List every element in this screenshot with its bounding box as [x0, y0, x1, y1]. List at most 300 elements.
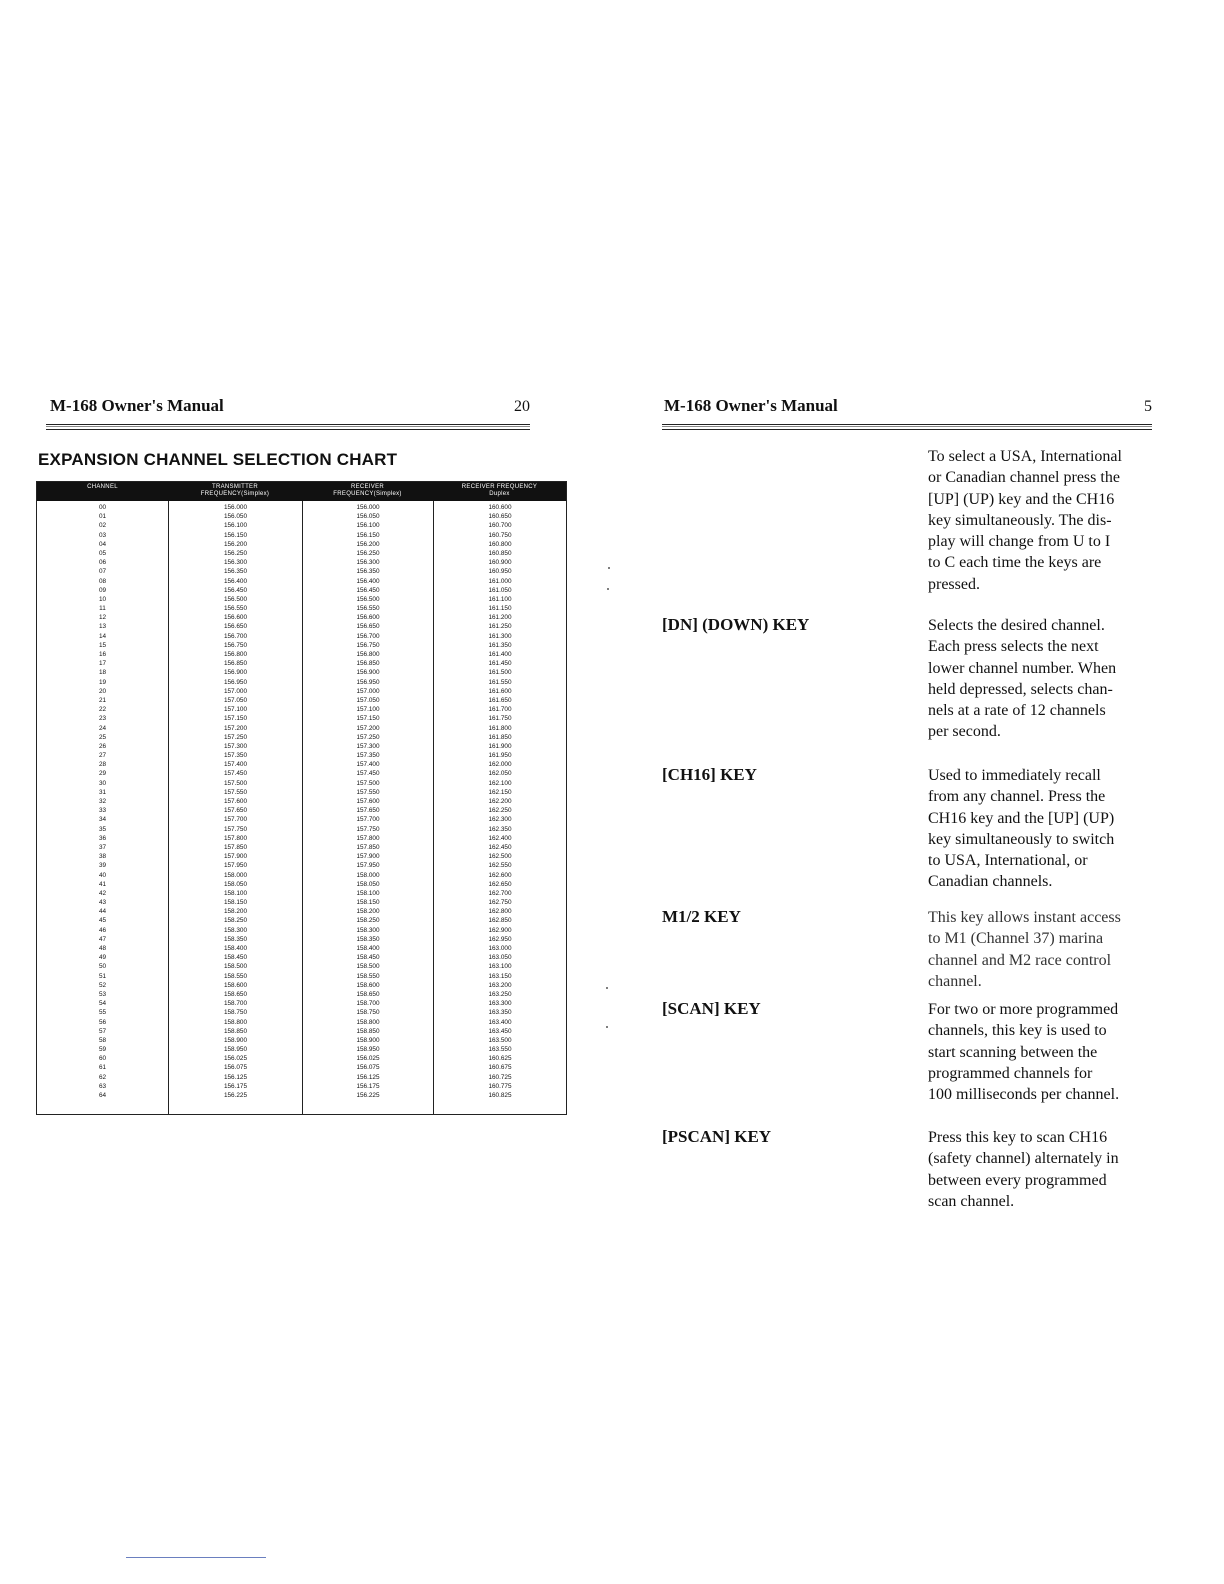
rx-simplex-cell: 156.950	[356, 678, 380, 686]
rx-simplex-cell: 158.300	[356, 926, 380, 934]
rx-duplex-cell: 160.700	[488, 522, 512, 530]
rx-duplex-cell: 162.100	[488, 779, 512, 787]
key-label-ch16: [CH16] KEY	[662, 765, 757, 784]
tx-simplex-cell: 157.650	[223, 807, 248, 815]
channel-cell: 30	[98, 779, 107, 787]
tx-simplex-cell: 156.200	[223, 540, 248, 548]
desc-line: (safety channel) alternately in	[928, 1150, 1119, 1168]
channel-cell: 36	[98, 834, 107, 842]
channel-cell: 03	[98, 531, 107, 539]
tx-simplex-cell: 157.800	[223, 834, 248, 842]
channel-cell: 21	[98, 696, 107, 704]
channel-cell: 15	[98, 641, 107, 649]
rx-simplex-cell: 156.250	[356, 549, 380, 557]
rx-simplex-cell: 157.500	[356, 779, 380, 787]
right-running-header	[664, 396, 1152, 416]
channel-cell: 48	[98, 945, 107, 952]
channel-cell: 07	[98, 568, 107, 576]
rx-duplex-cell: 162.500	[488, 853, 512, 861]
rx-duplex-cell: 162.900	[488, 926, 512, 934]
tx-simplex-cell: 156.225	[223, 1092, 248, 1099]
tx-simplex-cell: 158.650	[223, 990, 248, 998]
tx-simplex-cell: 156.950	[223, 678, 248, 686]
header-rx-simplex: RECEIVER FREQUENCY(Simplex)	[333, 484, 402, 497]
rx-duplex-cell: 162.200	[488, 798, 512, 805]
key-desc-ch16	[928, 765, 1140, 893]
rx-simplex-cell: 156.750	[356, 641, 380, 649]
rx-simplex-cell: 158.500	[356, 963, 380, 971]
desc-line: CH16 key and the [UP] (UP)	[928, 809, 1115, 827]
rx-duplex-cell: 161.050	[488, 586, 512, 594]
intro-line: or Canadian channel press the	[928, 469, 1120, 487]
tx-simplex-cell: 156.450	[223, 586, 248, 594]
tx-simplex-cell: 158.550	[223, 972, 248, 980]
tx-simplex-cell: 157.050	[223, 696, 248, 704]
rx-simplex-cell: 157.350	[356, 752, 380, 760]
table-header-row	[37, 482, 566, 501]
rx-duplex-cell: 162.950	[488, 935, 512, 943]
rx-duplex-cell: 161.400	[488, 651, 512, 658]
rx-duplex-cell: 163.500	[488, 1036, 512, 1044]
tx-simplex-cell: 158.450	[223, 954, 248, 962]
tx-simplex-cell: 157.850	[223, 843, 248, 851]
desc-line: channels, this key is used to	[928, 1022, 1107, 1040]
rx-simplex-cell: 158.950	[356, 1046, 380, 1054]
rx-duplex-cell: 161.800	[488, 724, 512, 732]
rx-simplex-cell: 156.600	[356, 614, 380, 622]
desc-line: Press this key to scan CH16	[928, 1129, 1108, 1146]
channel-cell: 28	[98, 761, 107, 769]
rx-simplex-cell: 157.200	[356, 724, 380, 732]
rx-duplex-cell: 161.450	[488, 660, 512, 668]
rx-simplex-cell: 157.000	[356, 687, 380, 695]
intro-line: [UP] (UP) key and the CH16	[928, 490, 1115, 508]
rx-duplex-cell: 160.675	[488, 1064, 512, 1072]
tx-simplex-cell: 157.000	[223, 687, 248, 695]
intro-description	[928, 446, 1140, 595]
desc-line: held depressed, selects chan-	[928, 680, 1113, 698]
rx-simplex-cell: 158.750	[356, 1009, 380, 1017]
rx-duplex-cell: 163.300	[488, 1000, 512, 1008]
rx-duplex-cell: 160.625	[488, 1055, 512, 1063]
channel-cell: 31	[98, 788, 107, 796]
channel-cell: 10	[98, 595, 107, 603]
rx-simplex-cell: 158.700	[356, 1000, 380, 1008]
rx-duplex-cell: 160.750	[488, 531, 512, 539]
rx-duplex-cell: 160.775	[488, 1082, 512, 1090]
desc-line: Canadian channels.	[928, 873, 1053, 891]
tx-simplex-cell: 157.250	[223, 733, 248, 741]
rx-simplex-cell: 157.250	[356, 733, 380, 741]
header-tx-simplex: TRANSMITTER FREQUENCY(Simplex)	[200, 484, 270, 497]
desc-line: Used to immediately recall	[928, 767, 1101, 784]
tx-simplex-cell: 158.600	[223, 981, 248, 989]
key-label-scan: [SCAN] KEY	[662, 999, 761, 1018]
rx-duplex-cell: 161.250	[488, 623, 512, 631]
scan-speck	[606, 987, 608, 989]
channel-cell: 34	[98, 816, 107, 824]
tx-simplex-cell: 156.550	[223, 605, 248, 613]
rx-duplex-cell: 160.725	[488, 1073, 512, 1081]
rx-duplex-cell: 163.350	[488, 1009, 512, 1017]
rx-simplex-cell: 156.850	[356, 660, 380, 668]
tx-simplex-cell: 156.125	[223, 1073, 248, 1081]
channel-cell: 39	[98, 862, 107, 870]
channel-cell: 55	[98, 1009, 107, 1017]
desc-line: Each press selects the next	[928, 638, 1099, 656]
intro-line: key simultaneously. The dis-	[928, 511, 1112, 529]
rx-duplex-cell: 162.850	[488, 917, 512, 925]
channel-cell: 45	[98, 917, 107, 925]
rx-simplex-cell: 156.125	[356, 1073, 380, 1081]
tx-simplex-cell: 158.000	[223, 871, 248, 879]
key-label-down: [DN] (DOWN) KEY	[662, 615, 810, 634]
rx-simplex-column	[302, 501, 433, 1114]
rx-simplex-cell: 156.650	[356, 623, 380, 631]
tx-simplex-cell: 157.350	[223, 752, 248, 760]
rx-simplex-cell: 158.450	[356, 954, 380, 962]
tx-simplex-cell: 156.075	[223, 1064, 248, 1072]
rx-simplex-cell: 158.800	[356, 1018, 380, 1026]
channel-cell: 64	[98, 1092, 107, 1099]
rx-duplex-cell: 161.200	[488, 614, 512, 622]
tx-simplex-cell: 156.900	[223, 669, 248, 677]
left-header-rule	[46, 424, 530, 430]
desc-line: key simultaneously to switch	[928, 830, 1115, 848]
rx-duplex-cell: 162.150	[488, 788, 512, 796]
rx-simplex-cell: 157.050	[356, 696, 380, 704]
intro-line: To select a USA, International	[928, 448, 1122, 465]
tx-simplex-cell: 157.400	[223, 761, 248, 769]
rx-duplex-cell: 163.000	[488, 945, 512, 952]
tx-simplex-cell: 156.350	[223, 568, 248, 576]
tx-simplex-cell: 157.700	[223, 816, 248, 824]
rx-simplex-cell: 158.150	[356, 899, 380, 907]
rx-duplex-cell: 161.850	[488, 733, 512, 741]
channel-cell: 58	[98, 1036, 107, 1044]
tx-simplex-cell: 156.650	[223, 623, 248, 631]
channel-column	[37, 501, 168, 1114]
rx-duplex-cell: 162.600	[488, 871, 512, 879]
rx-duplex-cell: 162.700	[488, 889, 512, 897]
rx-simplex-cell: 156.200	[356, 540, 380, 548]
desc-line: to USA, International, or	[928, 852, 1088, 870]
tx-simplex-cell: 157.500	[223, 779, 248, 787]
rx-simplex-cell: 157.700	[356, 816, 380, 824]
channel-cell: 52	[98, 981, 107, 989]
rx-simplex-cell: 156.900	[356, 669, 380, 677]
channel-cell: 29	[98, 770, 107, 778]
desc-line: channel and M2 race control	[928, 951, 1112, 969]
tx-simplex-cell: 158.700	[223, 1000, 248, 1008]
channel-cell: 61	[98, 1064, 107, 1072]
rx-duplex-cell: 163.450	[488, 1027, 512, 1035]
key-label-m12: M1/2 KEY	[662, 907, 741, 926]
tx-simplex-cell: 158.900	[223, 1036, 248, 1044]
tx-simplex-cell: 158.050	[223, 880, 248, 888]
channel-cell: 27	[98, 752, 107, 760]
left-header-title: M-168 Owner's Manual	[50, 396, 224, 415]
rx-duplex-cell: 161.100	[488, 595, 512, 603]
rx-simplex-cell: 156.400	[356, 577, 380, 585]
rx-simplex-cell: 157.800	[356, 834, 380, 842]
tx-simplex-cell: 156.175	[223, 1082, 248, 1090]
tx-simplex-cell: 156.400	[223, 577, 248, 585]
rx-duplex-cell: 161.950	[488, 752, 512, 760]
channel-cell: 35	[98, 825, 107, 833]
tx-simplex-cell: 156.600	[223, 614, 248, 622]
rx-simplex-cell: 156.175	[356, 1082, 380, 1090]
rx-simplex-cell: 157.400	[356, 761, 380, 769]
channel-cell: 63	[98, 1082, 107, 1090]
rx-simplex-cell: 156.150	[356, 531, 380, 539]
rx-duplex-cell: 162.400	[488, 834, 512, 842]
channel-cell: 56	[98, 1018, 107, 1026]
rx-simplex-cell: 158.550	[356, 972, 380, 980]
tx-simplex-cell: 158.400	[223, 945, 248, 952]
rx-duplex-cell: 160.950	[488, 568, 512, 576]
channel-cell: 54	[98, 1000, 107, 1008]
scan-speck	[606, 1026, 608, 1028]
channel-cell: 43	[98, 899, 107, 907]
footer-underline	[126, 1557, 266, 1558]
desc-line: scan channel.	[928, 1192, 1015, 1210]
channel-cell: 24	[98, 724, 107, 732]
channel-cell: 14	[98, 632, 107, 640]
channel-cell: 11	[99, 605, 106, 613]
channel-cell: 41	[98, 880, 107, 888]
key-desc-pscan	[928, 1127, 1140, 1212]
rx-simplex-cell: 158.250	[356, 917, 380, 925]
channel-cell: 22	[98, 706, 107, 714]
rx-duplex-cell: 161.150	[488, 605, 512, 613]
channel-cell: 26	[98, 742, 107, 750]
header-rx-duplex: RECEIVER FREQUENCY Duplex	[461, 484, 538, 497]
rx-simplex-cell: 157.150	[356, 715, 380, 723]
scan-speck	[607, 588, 609, 590]
tx-simplex-cell: 157.450	[223, 770, 248, 778]
channel-cell: 16	[98, 651, 107, 658]
intro-line: play will change from U to I	[928, 533, 1111, 551]
channel-cell: 53	[98, 990, 107, 998]
desc-line: Selects the desired channel.	[928, 617, 1105, 634]
rx-simplex-cell: 157.300	[356, 742, 380, 750]
tx-simplex-cell: 156.300	[223, 559, 248, 567]
rx-duplex-cell: 160.850	[488, 549, 512, 557]
key-desc-m12	[928, 907, 1140, 992]
rx-duplex-cell: 163.100	[488, 963, 512, 971]
rx-simplex-cell: 156.350	[356, 568, 380, 576]
tx-simplex-cell: 156.000	[223, 504, 248, 511]
tx-simplex-column	[168, 501, 302, 1114]
tx-simplex-cell: 156.800	[223, 651, 248, 658]
tx-simplex-cell: 156.700	[223, 632, 248, 640]
desc-line: nels at a rate of 12 channels	[928, 702, 1106, 720]
rx-simplex-cell: 157.900	[356, 853, 380, 861]
desc-line: to M1 (Channel 37) marina	[928, 930, 1104, 948]
tx-simplex-cell: 157.550	[223, 788, 248, 796]
rx-duplex-cell: 163.150	[488, 972, 512, 980]
rx-simplex-cell: 156.800	[356, 651, 380, 658]
tx-simplex-cell: 158.250	[223, 917, 248, 925]
channel-cell: 02	[98, 522, 107, 530]
tx-simplex-cell: 158.300	[223, 926, 248, 934]
tx-simplex-cell: 157.600	[223, 798, 248, 805]
channel-cell: 32	[98, 798, 107, 805]
channel-cell: 38	[98, 853, 107, 861]
channel-cell: 19	[98, 678, 107, 686]
intro-line: to C each time the keys are	[928, 554, 1102, 572]
rx-simplex-cell: 158.650	[356, 990, 380, 998]
rx-duplex-cell: 161.900	[488, 742, 512, 750]
rx-duplex-cell: 162.450	[488, 843, 512, 851]
rx-simplex-cell: 157.100	[356, 706, 380, 714]
rx-duplex-cell: 163.200	[488, 981, 512, 989]
rx-simplex-cell: 156.700	[356, 632, 380, 640]
rx-simplex-cell: 157.650	[356, 807, 380, 815]
channel-cell: 18	[98, 669, 107, 677]
rx-simplex-cell: 158.100	[356, 889, 380, 897]
header-channel: CHANNEL	[87, 484, 118, 490]
rx-duplex-cell: 161.600	[488, 687, 512, 695]
tx-simplex-cell: 156.850	[223, 660, 248, 668]
rx-simplex-cell: 158.850	[356, 1027, 380, 1035]
tx-simplex-cell: 158.100	[223, 889, 248, 897]
tx-simplex-cell: 156.025	[223, 1055, 248, 1063]
tx-simplex-cell: 157.200	[223, 724, 248, 732]
rx-duplex-cell: 162.000	[488, 761, 512, 769]
channel-cell: 60	[98, 1055, 107, 1063]
rx-simplex-cell: 158.400	[356, 945, 380, 952]
rx-duplex-cell: 161.350	[488, 641, 512, 649]
tx-simplex-cell: 157.150	[223, 715, 248, 723]
channel-cell: 13	[98, 623, 107, 631]
desc-line: This key allows instant access	[928, 909, 1121, 926]
channel-cell: 01	[98, 513, 107, 521]
desc-line: from any channel. Press the	[928, 788, 1106, 806]
channel-cell: 20	[98, 687, 107, 695]
rx-duplex-cell: 163.550	[488, 1046, 512, 1054]
desc-line: channel.	[928, 972, 982, 990]
tx-simplex-cell: 156.250	[223, 549, 248, 557]
channel-cell: 00	[98, 504, 107, 511]
rx-simplex-cell: 156.075	[356, 1064, 380, 1072]
rx-simplex-cell: 158.200	[356, 908, 380, 916]
tx-simplex-cell: 157.100	[223, 706, 248, 714]
channel-cell: 09	[98, 586, 107, 594]
channel-cell: 17	[98, 660, 107, 668]
rx-duplex-cell: 162.250	[488, 807, 512, 815]
rx-simplex-cell: 158.350	[356, 935, 380, 943]
channel-cell: 37	[98, 843, 107, 851]
desc-line: between every programmed	[928, 1171, 1107, 1189]
channel-cell: 42	[98, 889, 107, 897]
channel-cell: 59	[98, 1046, 107, 1054]
channel-cell: 50	[98, 963, 107, 971]
channel-cell: 47	[98, 935, 107, 943]
desc-line: lower channel number. When	[928, 659, 1117, 677]
tx-simplex-cell: 157.950	[223, 862, 248, 870]
rx-duplex-cell: 162.800	[488, 908, 512, 916]
key-desc-down	[928, 615, 1140, 743]
rx-duplex-cell: 163.250	[488, 990, 512, 998]
channel-cell: 25	[98, 733, 107, 741]
desc-line: programmed channels for	[928, 1064, 1093, 1082]
rx-duplex-cell: 162.750	[488, 899, 512, 907]
channel-cell: 46	[98, 926, 107, 934]
rx-simplex-cell: 158.900	[356, 1036, 380, 1044]
key-label-pscan: [PSCAN] KEY	[662, 1127, 772, 1146]
channel-cell: 49	[98, 954, 107, 962]
channel-cell: 06	[98, 559, 107, 567]
rx-duplex-column	[433, 501, 566, 1114]
channel-cell: 51	[98, 972, 107, 980]
right-header-rule	[662, 424, 1152, 430]
tx-simplex-cell: 158.850	[223, 1027, 248, 1035]
rx-simplex-cell: 157.550	[356, 788, 380, 796]
desc-line: per second.	[928, 723, 1001, 741]
key-desc-scan	[928, 999, 1140, 1105]
rx-duplex-cell: 161.650	[488, 696, 512, 704]
left-page-number: 20	[514, 398, 530, 415]
tx-simplex-cell: 156.750	[223, 641, 248, 649]
tx-simplex-cell: 156.050	[223, 513, 248, 521]
tx-simplex-cell: 158.750	[223, 1009, 248, 1017]
table-body	[37, 501, 566, 1114]
desc-line: 100 milliseconds per channel.	[928, 1086, 1120, 1104]
channel-cell: 23	[98, 715, 107, 723]
left-running-header	[50, 396, 530, 416]
rx-simplex-cell: 156.000	[356, 504, 380, 511]
rx-duplex-cell: 160.600	[488, 504, 512, 511]
chart-title: EXPANSION CHANNEL SELECTION CHART	[38, 450, 398, 469]
right-header-title: M-168 Owner's Manual	[664, 396, 838, 415]
rx-simplex-cell: 156.300	[356, 559, 380, 567]
rx-simplex-cell: 157.600	[356, 798, 380, 805]
rx-duplex-cell: 162.550	[488, 862, 512, 870]
scan-speck	[608, 567, 610, 569]
tx-simplex-cell: 157.300	[223, 742, 248, 750]
tx-simplex-cell: 156.100	[223, 522, 248, 530]
rx-simplex-cell: 156.225	[356, 1092, 380, 1099]
rx-duplex-cell: 162.050	[488, 770, 512, 778]
rx-duplex-cell: 162.350	[488, 825, 512, 833]
rx-simplex-cell: 156.025	[356, 1055, 380, 1063]
rx-simplex-cell: 156.450	[356, 586, 380, 594]
tx-simplex-cell: 157.900	[223, 853, 248, 861]
rx-simplex-cell: 157.950	[356, 862, 380, 870]
rx-duplex-cell: 161.700	[488, 706, 512, 714]
channel-cell: 44	[98, 908, 107, 916]
desc-line: start scanning between the	[928, 1043, 1098, 1061]
tx-simplex-cell: 158.150	[223, 899, 248, 907]
desc-line: For two or more programmed	[928, 1001, 1119, 1018]
rx-duplex-cell: 161.000	[488, 577, 512, 585]
rx-simplex-cell: 158.600	[356, 981, 380, 989]
rx-simplex-cell: 157.750	[356, 825, 380, 833]
rx-simplex-cell: 158.050	[356, 880, 380, 888]
tx-simplex-cell: 158.950	[223, 1046, 248, 1054]
tx-simplex-cell: 157.750	[223, 825, 248, 833]
tx-simplex-cell: 156.150	[223, 531, 248, 539]
tx-simplex-cell: 158.500	[223, 963, 248, 971]
channel-cell: 40	[98, 871, 107, 879]
tx-simplex-cell: 156.500	[223, 595, 248, 603]
rx-duplex-cell: 160.650	[488, 513, 512, 521]
channel-cell: 05	[98, 549, 107, 557]
tx-simplex-cell: 158.800	[223, 1018, 248, 1026]
rx-simplex-cell: 157.850	[356, 843, 380, 851]
